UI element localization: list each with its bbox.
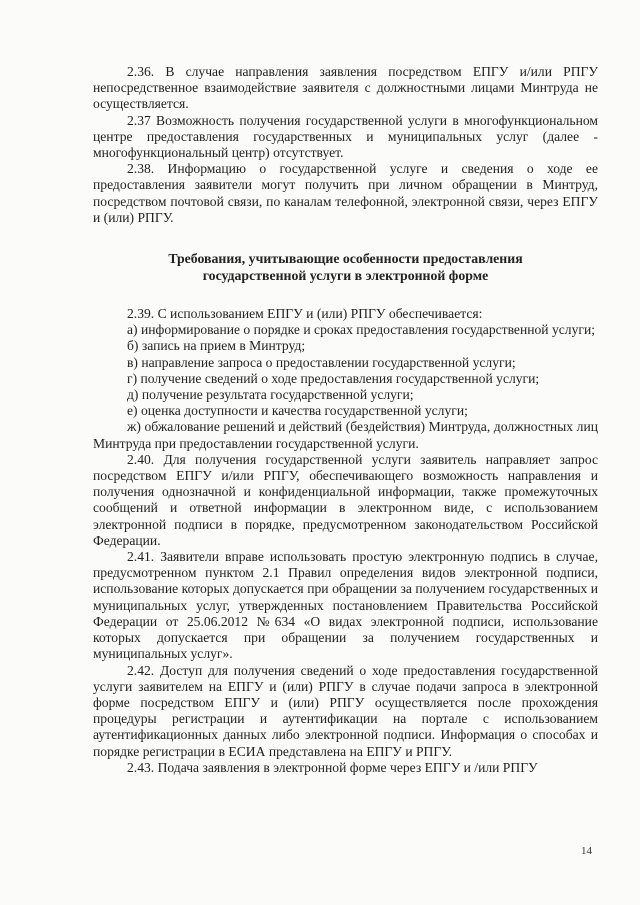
section-heading — [93, 250, 598, 284]
list-item-g: г) получение сведений о ходе предоставления государственной услуги; — [127, 370, 540, 386]
page-number: 14 — [581, 845, 592, 857]
list-item-b: б) запись на прием в Минтруд; — [127, 338, 306, 354]
paragraph-2-37: 2.37 Возможность получения государственной услуги в многофункциональном центре предоставления государственных и муниципальных услуг (далее - многофункциональный центр) отсутствует. — [93, 112, 598, 161]
paragraph-2-42: 2.42. Доступ для получения сведений о ходе предоставления государственной услуги заявителем на ЕПГУ и (или) РПГУ в случае подачи запроса в электронной форме посредством ЕПГУ и (или) РПГУ осуществляется после прохождения процедуры регистрации и аутентификации на портале с использованием аутентификационных данных либо электронной подписи. Информация о способах и порядке регистрации в ЕСИА представлена на ЕПГУ и РПГУ. — [93, 662, 598, 759]
list-item-zh: ж) обжалование решений и действий (бездействия) Минтруда, должностных лиц Минтруда при предоставлении государственной услуги. — [93, 419, 598, 451]
paragraph-2-41: 2.41. Заявители вправе использовать простую электронную подпись в случае, предусмотренном пунктом 2.1 Правил определения видов электронной подписи, использование которых допускается при обращении за получением государственных и муниципальных услуг, утвержденных постановлением Правительства Российской Федерации от 25.06.2012 №634 «О видах электронной подписи, использование которых допускается при обращении за получением государственных и муниципальных услуг». — [93, 549, 598, 662]
paragraph-2-38: 2.38. Информацию о государственной услуге и сведения о ходе ее предоставления заявители могут получить при личном обращении в Минтруд, посредством почтовой связи, по каналам телефонной, электронной связи, через ЕПГУ и (или) РПГУ. — [93, 161, 598, 225]
list-item-v: в) направление запроса о предоставлении государственной услуги; — [127, 354, 516, 370]
list-item-e: е) оценка доступности и качества государственной услуги; — [127, 403, 468, 419]
section-heading-line-2: государственной услуги в электронной форме — [202, 268, 489, 284]
list-item-a: а) информирование о порядке и сроках предоставления государственной услуги; — [127, 322, 596, 338]
paragraph-2-39-intro: 2.39. С использованием ЕПГУ и (или) РПГУ обеспечивается: — [127, 306, 483, 322]
paragraph-2-40: 2.40. Для получения государственной услуги заявитель направляет запрос посредством ЕПГУ и/или РПГУ, обеспечивающего возможность направления и получения однозначной и конфиденциальной информации, также промежуточных сообщений и ответной информации в электронном виде, с использованием электронной подписи в порядке, предусмотренном законодательством Российской Федерации. — [93, 451, 598, 548]
paragraph-2-36: 2.36. В случае направления заявления посредством ЕПГУ и/или РПГУ непосредственное взаимодействие заявителя с должностными лицами Минтруда не осуществляется. — [93, 64, 598, 112]
paragraph-2-43: 2.43. Подача заявления в электронной форме через ЕПГУ и /или РПГУ — [127, 759, 538, 775]
list-item-d: д) получение результата государственной услуги; — [127, 387, 414, 403]
document-body — [93, 64, 598, 776]
section-heading-line-1: Требования, учитывающие особенности предоставления — [168, 251, 523, 267]
